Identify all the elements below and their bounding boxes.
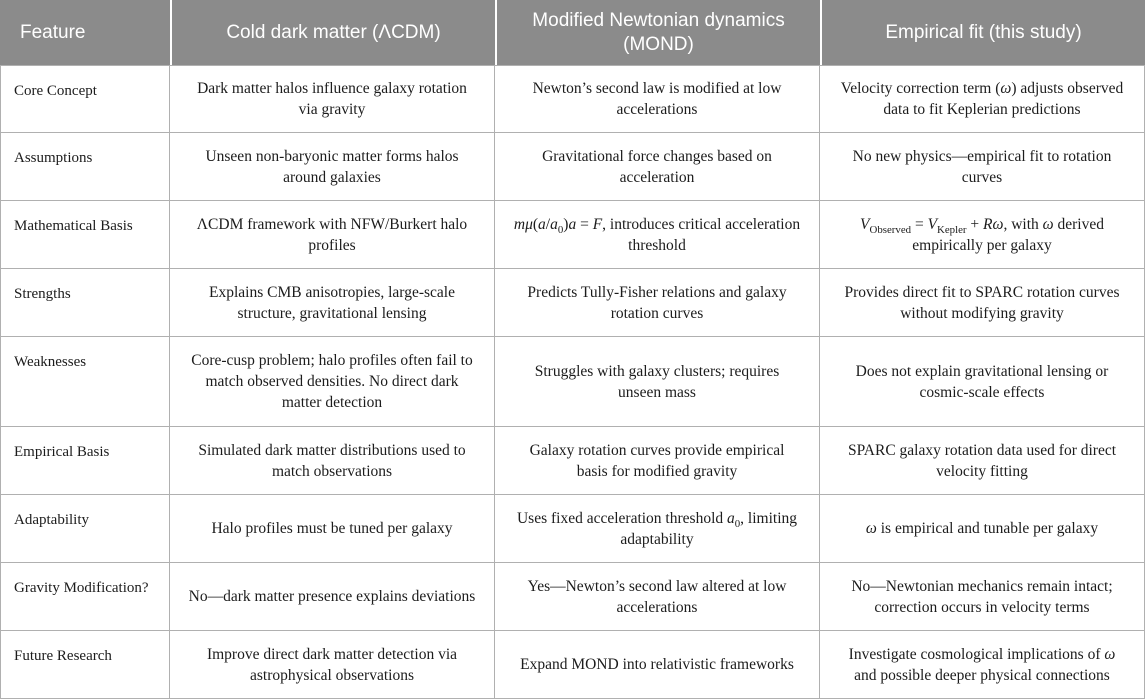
- cell-empirical: Provides direct fit to SPARC rotation curves without modifying gravity: [820, 269, 1145, 337]
- table-row-core-concept: [0, 65, 1145, 133]
- header-row: [0, 0, 1145, 65]
- header-lcdm: Cold dark matter (ΛCDM): [170, 0, 495, 65]
- row-label: Weaknesses: [0, 337, 170, 427]
- table-row-strengths: [0, 269, 1145, 337]
- header-mond: Modified Newtonian dynamics (MOND): [495, 0, 820, 65]
- table-row-future-research: [0, 631, 1145, 699]
- table-body: [0, 65, 1145, 699]
- table-row-assumptions: [0, 133, 1145, 201]
- row-label: Future Research: [0, 631, 170, 699]
- header-feature: Feature: [0, 0, 170, 65]
- cell-lcdm: Halo profiles must be tuned per galaxy: [170, 495, 495, 563]
- table-row-adaptability: [0, 495, 1145, 563]
- cell-mond: $m\mu(a/a_0)a = F$, introduces critical acceleration threshold: [495, 201, 820, 269]
- cell-lcdm: Improve direct dark matter detection via astrophysical observations: [170, 631, 495, 699]
- table-row-empirical-basis: [0, 427, 1145, 495]
- cell-empirical: Does not explain gravitational lensing or cosmic-scale effects: [820, 337, 1145, 427]
- cell-empirical: No—Newtonian mechanics remain intact; correction occurs in velocity terms: [820, 563, 1145, 631]
- row-label: Assumptions: [0, 133, 170, 201]
- cell-mond: Uses fixed acceleration threshold $a_0$, limiting adaptability: [495, 495, 820, 563]
- cell-lcdm: Dark matter halos influence galaxy rotation via gravity: [170, 65, 495, 133]
- cell-mond: Galaxy rotation curves provide empirical basis for modified gravity: [495, 427, 820, 495]
- row-label: Adaptability: [0, 495, 170, 563]
- cell-empirical: Velocity correction term (ω) adjusts observed data to fit Keplerian predictions: [820, 65, 1145, 133]
- row-label: Empirical Basis: [0, 427, 170, 495]
- table-header: [0, 0, 1145, 65]
- cell-mond: Struggles with galaxy clusters; requires unseen mass: [495, 337, 820, 427]
- cell-lcdm: Simulated dark matter distributions used to match observations: [170, 427, 495, 495]
- row-label: Mathematical Basis: [0, 201, 170, 269]
- row-label: Strengths: [0, 269, 170, 337]
- table-row-mathematical-basis: [0, 201, 1145, 269]
- cell-empirical: No new physics—empirical fit to rotation curves: [820, 133, 1145, 201]
- table-row-weaknesses: [0, 337, 1145, 427]
- cell-mond: Newton’s second law is modified at low accelerations: [495, 65, 820, 133]
- cell-empirical: ω is empirical and tunable per galaxy: [820, 495, 1145, 563]
- cell-lcdm: Unseen non-baryonic matter forms halos around galaxies: [170, 133, 495, 201]
- row-label: Core Concept: [0, 65, 170, 133]
- cell-empirical: SPARC galaxy rotation data used for direct velocity fitting: [820, 427, 1145, 495]
- cell-mond: Expand MOND into relativistic frameworks: [495, 631, 820, 699]
- cell-mond: Yes—Newton’s second law altered at low accelerations: [495, 563, 820, 631]
- cell-lcdm: Core-cusp problem; halo profiles often fail to match observed densities. No direct dark matter detection: [170, 337, 495, 427]
- cell-empirical: $V_{Observed} = V_{Kepler} + R\omega$, with ω derived empirically per galaxy: [820, 201, 1145, 269]
- header-empirical: Empirical fit (this study): [820, 0, 1145, 65]
- cell-lcdm: No—dark matter presence explains deviations: [170, 563, 495, 631]
- cell-lcdm: ΛCDM framework with NFW/Burkert halo profiles: [170, 201, 495, 269]
- table-row-gravity-modification: [0, 563, 1145, 631]
- row-label: Gravity Modification?: [0, 563, 170, 631]
- cell-lcdm: Explains CMB anisotropies, large-scale structure, gravitational lensing: [170, 269, 495, 337]
- cell-mond: Predicts Tully-Fisher relations and galaxy rotation curves: [495, 269, 820, 337]
- cell-empirical: Investigate cosmological implications of ω and possible deeper physical connections: [820, 631, 1145, 699]
- cell-mond: Gravitational force changes based on acceleration: [495, 133, 820, 201]
